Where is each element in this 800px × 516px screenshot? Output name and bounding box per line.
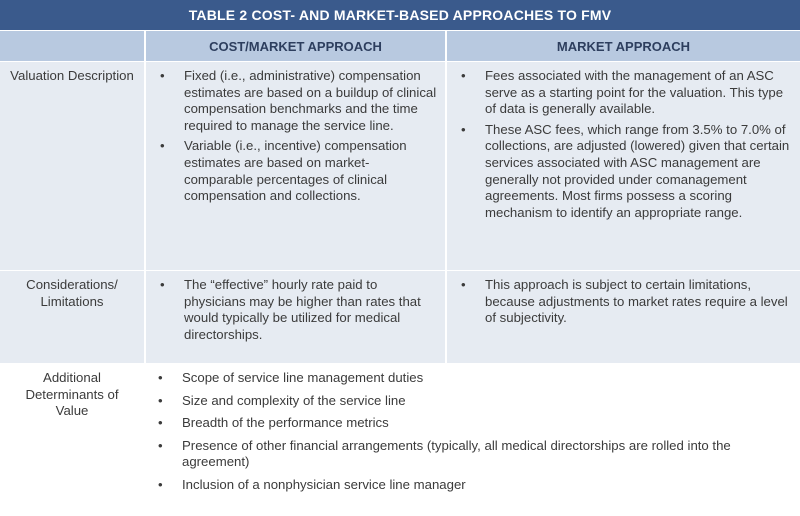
list-item-text: This approach is subject to certain limitations, because adjustments to market rates require a level of subjectivity. bbox=[485, 277, 788, 326]
list-item bbox=[152, 393, 792, 410]
market-cell bbox=[445, 271, 800, 363]
list-item-text: Size and complexity of the service line bbox=[182, 392, 406, 408]
bullet-icon: • bbox=[461, 121, 466, 137]
market-cell bbox=[445, 62, 800, 270]
row-label: Additional Determinants of Value bbox=[25, 370, 119, 419]
table-row-additional-determinants bbox=[0, 364, 800, 516]
list-item-text: Inclusion of a nonphysician service line manager bbox=[182, 476, 466, 492]
cost-market-cell bbox=[144, 62, 445, 270]
bullet-icon: • bbox=[160, 138, 165, 154]
table-row-considerations bbox=[0, 271, 800, 364]
bullet-icon: • bbox=[158, 437, 163, 453]
list-item bbox=[152, 438, 792, 471]
list-item-text: Presence of other financial arrangements (typically, all medical directorships are rolled into the agreement) bbox=[182, 437, 731, 470]
list-item-text: The “effective” hourly rate paid to physicians may be higher than rates that would typically be utilized for medical directorships. bbox=[184, 277, 421, 342]
list-item-text: Fixed (i.e., administrative) compensation estimates are based on a buildup of clinical compensation benchmarks and the time required to manage the service line. bbox=[184, 68, 437, 133]
bullet-icon: • bbox=[160, 277, 165, 292]
bullet-icon: • bbox=[461, 277, 466, 292]
list-item bbox=[154, 277, 437, 343]
header-empty bbox=[0, 31, 144, 61]
table-title: TABLE 2 COST- AND MARKET-BASED APPROACHES TO FMV bbox=[0, 0, 800, 31]
list-item-text: Scope of service line management duties bbox=[182, 370, 424, 385]
bullet-list bbox=[455, 68, 792, 221]
list-item-text: Breadth of the performance metrics bbox=[182, 415, 389, 431]
list-item bbox=[455, 122, 792, 222]
bullet-icon: • bbox=[461, 68, 466, 83]
list-item bbox=[455, 68, 792, 118]
table-header-row bbox=[0, 31, 800, 62]
list-item-text: These ASC fees, which range from 3.5% to 7.0% of collections, are adjusted (lowered) given that certain services associated with ASC management are generally not provided under comanagement agreements. Most firms possess a scoring mechanism to identify an appropriate range. bbox=[485, 121, 790, 220]
bullet-icon: • bbox=[158, 415, 163, 431]
bullet-icon: • bbox=[158, 476, 163, 492]
bullet-icon: • bbox=[158, 392, 163, 408]
header-cost-market: COST/MARKET APPROACH bbox=[144, 31, 445, 61]
header-market: MARKET APPROACH bbox=[445, 31, 800, 61]
bullet-icon: • bbox=[158, 370, 163, 385]
list-item bbox=[152, 370, 792, 387]
row-label: Considerations/ Limitations bbox=[26, 277, 118, 309]
list-item bbox=[152, 415, 792, 432]
list-item-text: Variable (i.e., incentive) compensation estimates are based on market-comparable percentages of clinical compensation and collections. bbox=[184, 138, 407, 204]
bullet-list bbox=[154, 68, 437, 205]
list-item-text: Fees associated with the management of an ASC serve as a starting point for the valuation. This type of data is generally available. bbox=[485, 68, 784, 117]
list-item bbox=[455, 277, 792, 327]
bullet-list bbox=[154, 277, 437, 343]
list-item bbox=[154, 68, 437, 134]
cost-market-cell bbox=[144, 271, 445, 363]
list-item bbox=[154, 138, 437, 204]
bullet-list bbox=[455, 277, 792, 327]
table-row-valuation-description bbox=[0, 62, 800, 271]
list-item bbox=[152, 477, 792, 494]
row-label: Valuation Description bbox=[10, 68, 134, 83]
bullet-icon: • bbox=[160, 68, 165, 83]
bullet-list bbox=[152, 370, 792, 494]
combined-cell bbox=[144, 364, 800, 516]
